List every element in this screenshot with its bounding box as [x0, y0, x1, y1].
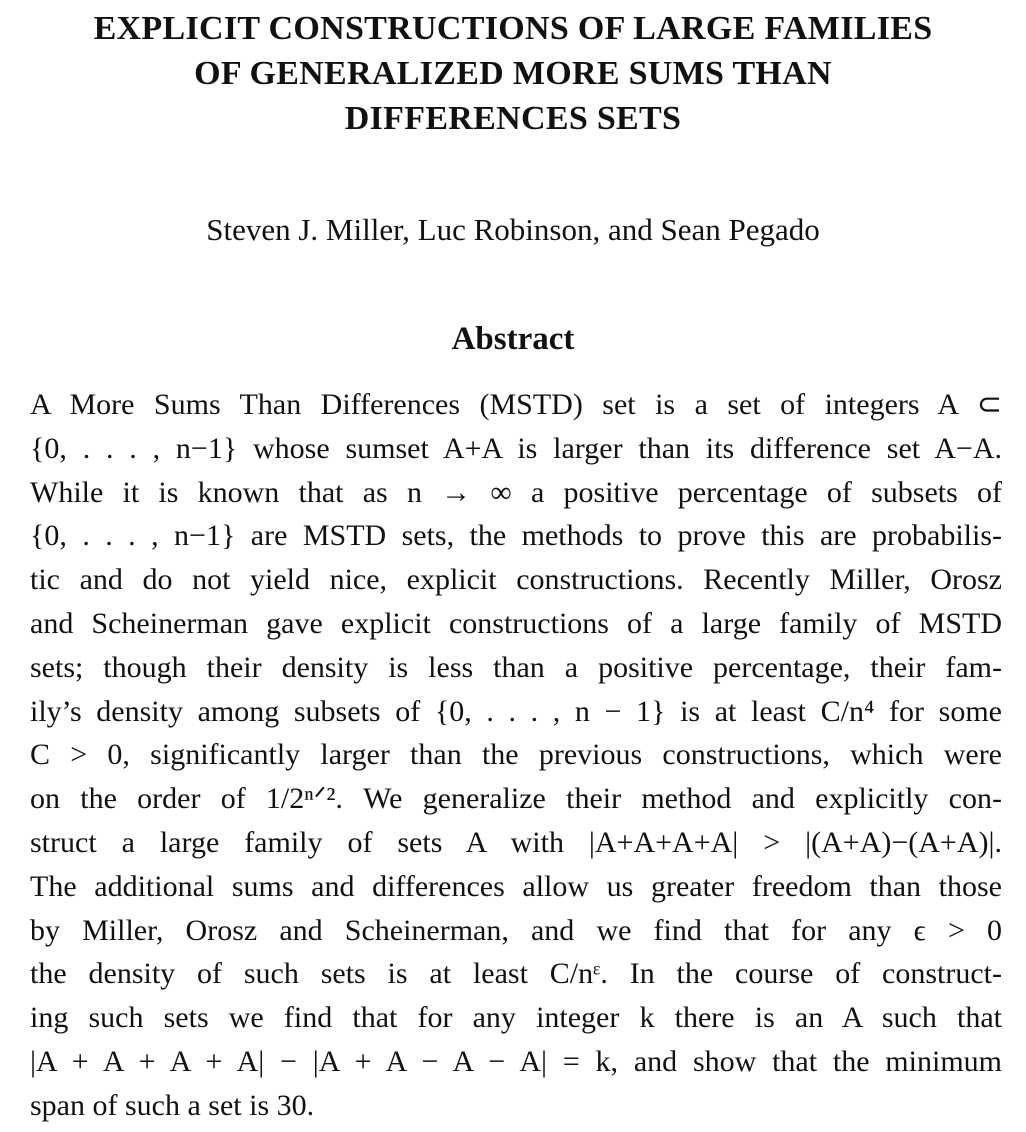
abstract-line: The additional sums and differences allow us greater freedom than those — [30, 869, 1002, 903]
title-line: OF GENERALIZED MORE SUMS THAN — [194, 55, 832, 92]
abstract-line: ily’s density among subsets of {0, . . . , n − 1} is at least C/n⁴ for some — [30, 694, 1002, 728]
abstract-line: ing such sets we find that for any integer k there is an A such that — [30, 1001, 1002, 1035]
abstract-line: sets; though their density is less than a positive percentage, their fam- — [30, 650, 1002, 684]
abstract-line: A More Sums Than Differences (MSTD) set is a set of integers A ⊂ — [30, 388, 1002, 421]
abstract-line: and Scheinerman gave explicit constructions of a large family of MSTD — [30, 606, 1002, 640]
abstract-line: |A + A + A + A| − |A + A − A − A| = k, and show that the minimum — [30, 1044, 1002, 1078]
paper-title — [0, 6, 1026, 141]
title-line: EXPLICIT CONSTRUCTIONS OF LARGE FAMILIES — [93, 10, 933, 47]
abstract-line: {0, . . . , n−1} whose sumset A+A is larger than its difference set A−A. — [30, 431, 1002, 465]
abstract-line: by Miller, Orosz and Scheinerman, and we find that for any ϵ > 0 — [30, 913, 1002, 947]
abstract-line: While it is known that as n → ∞ a positive percentage of subsets of — [30, 475, 1002, 509]
abstract-line: the density of such sets is at least C/nᵋ. In the course of construct- — [30, 957, 1002, 991]
abstract-line: C > 0, significantly larger than the previous constructions, which were — [30, 738, 1002, 772]
abstract-line: span of such a set is 30. — [30, 1088, 315, 1122]
abstract-line: tic and do not yield nice, explicit constructions. Recently Miller, Orosz — [30, 563, 1002, 597]
abstract-line: struct a large family of sets A with |A+A+A+A| > |(A+A)−(A+A)|. — [30, 825, 1002, 859]
title-line: DIFFERENCES SETS — [344, 100, 682, 137]
author-list: Steven J. Miller, Luc Robinson, and Sean Pegado — [206, 212, 820, 247]
abstract-line: on the order of 1/2ⁿᐟ². We generalize their method and explicitly con- — [30, 782, 1002, 816]
abstract-heading: Abstract — [451, 321, 575, 357]
abstract-body — [30, 383, 1002, 1128]
abstract-line: {0, . . . , n−1} are MSTD sets, the methods to prove this are probabilis- — [30, 519, 1002, 553]
